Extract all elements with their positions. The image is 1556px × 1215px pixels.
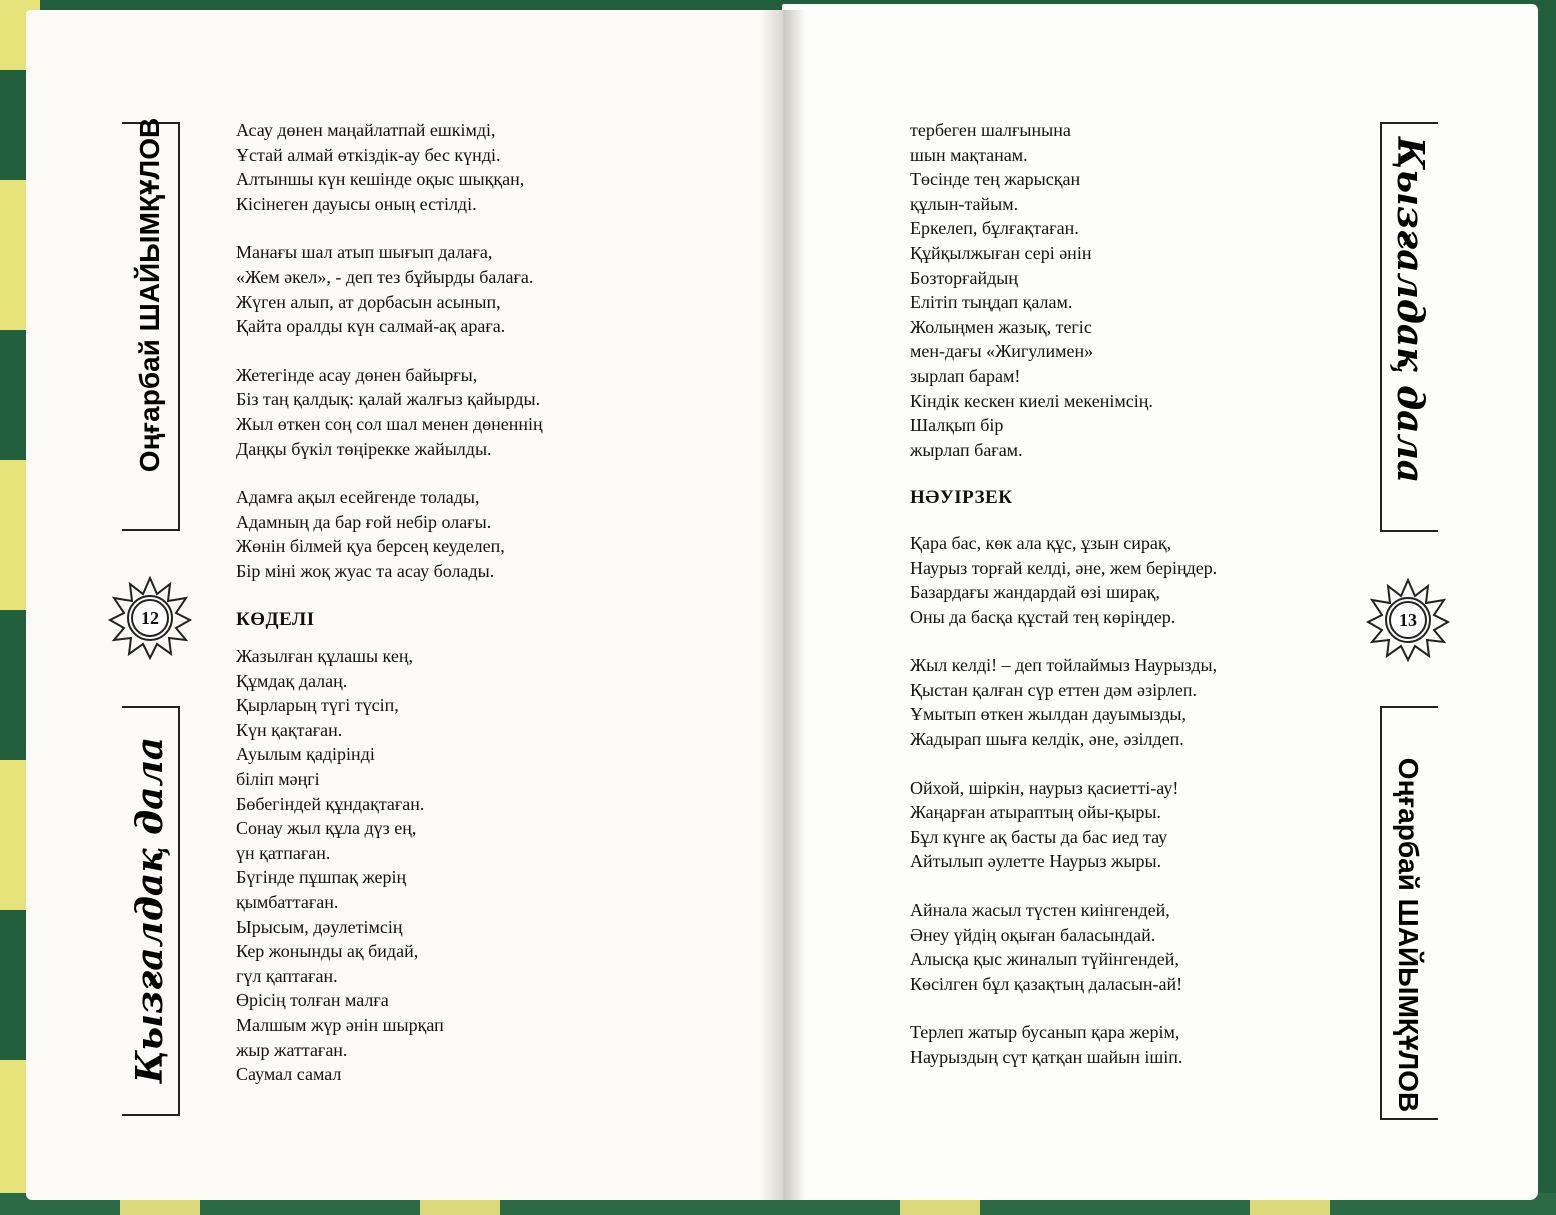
book-title-running-head: Қызғалдақ дала xyxy=(1389,136,1431,484)
poem-line: Айтылып әулеттe Наурыз жыры. xyxy=(910,851,1162,872)
poem-line: Ұмытып өткен жылдан дауымызды, xyxy=(910,704,1187,725)
poem-line: Күн қақтаған. xyxy=(236,719,343,740)
poem-line: Қайта оралды күн салмай-ақ араға. xyxy=(236,316,506,337)
poem-line: Еркелеп, бұлғақтаған. xyxy=(910,218,1079,239)
poem-line: Жөнін білмей қуа берсең кеуделеп, xyxy=(236,536,505,557)
poem-title: КӨДЕЛІ xyxy=(236,608,315,630)
poem-line: Жадырап шыға келдік, әне, әзілдеп. xyxy=(910,729,1184,750)
poem-line: Кісінеген дауысы оның естілді. xyxy=(236,193,477,214)
book-title-running-head: Қызғалдақ дала xyxy=(129,736,171,1084)
poem-line: Қара бас, көк ала құс, ұзын сирақ, xyxy=(910,532,1172,553)
poem-line: тербеген шалғынына xyxy=(910,120,1071,140)
poem-line: Наурыздың сүт қатқан шайын ішіп. xyxy=(910,1047,1183,1067)
page-number: 13 xyxy=(1399,610,1417,630)
poem-line: біліп мәңгі xyxy=(236,769,320,790)
author-running-head: Оңғарбай ШАЙЫМҚҰЛОВ xyxy=(134,117,165,473)
poem-line: Жүген алып, ат дорбасын асынып, xyxy=(236,291,501,312)
poem-line: шын мақтанам. xyxy=(910,144,1028,165)
author-running-head: Оңғарбай ШАЙЫМҚҰЛОВ xyxy=(1393,757,1424,1113)
poem-line: «Жем әкел», - деп тез бұйырды балаға. xyxy=(236,266,534,287)
page-number: 12 xyxy=(141,608,159,628)
poem-line: Жаңарған атыраптың ойы-қыры. xyxy=(910,802,1161,823)
poem-line: Жыл өткен соң сол шал менен дөненнің xyxy=(236,413,543,434)
poem-line: Ауылым қадірінді xyxy=(236,744,375,765)
poem-line: Жазылған құлашы кең, xyxy=(236,646,413,667)
poem-line: Әнеу үйдің оқыған баласындай. xyxy=(910,924,1156,945)
poem-line: Қырларың түгі түсіп, xyxy=(236,695,399,716)
poem-line: жырлап бағам. xyxy=(910,439,1023,460)
poem-line: Саумал самал xyxy=(236,1064,342,1085)
poem-line: Терлеп жатыр бусанып қара жерім, xyxy=(910,1022,1180,1043)
poem-line: Адамның да бар ғой небір олағы. xyxy=(236,511,492,532)
poem-line: гүл қаптаған. xyxy=(236,965,338,986)
poem-line: Елітіп тыңдап қалам. xyxy=(910,292,1073,313)
poem-line: Асау дөнен маңайлатпай ешкімді, xyxy=(236,120,496,140)
poem-line: Жолыңмен жазық, тегіс xyxy=(910,316,1092,337)
page-number-badge-right xyxy=(1366,578,1450,662)
poem-line: Айнала жасыл түстен киінгендей, xyxy=(910,900,1170,921)
left-poem-block xyxy=(236,118,543,1087)
poem-line: Жетегінде асау дөнен байырғы, xyxy=(236,364,478,385)
poem-line: Адамға ақыл есейгенде толады, xyxy=(236,487,480,508)
poem-line: Ұстай алмай өткіздік-ау бес күнді. xyxy=(236,144,501,165)
poem-line: Төсінде тең жарысқан xyxy=(910,169,1081,190)
poem-line: Біз таң қалдық: қалай жалғыз қайырды. xyxy=(236,389,541,410)
poem-line: Базардағы жандардай өзі ширақ, xyxy=(910,582,1160,603)
poem-line: Құйқылжыған сері әнін xyxy=(910,242,1092,263)
poem-line: Қыстан қалған сүр еттен дәм әзірлеп. xyxy=(910,679,1198,700)
poem-line: Өрісің толған малға xyxy=(236,990,389,1011)
poem-line: мен-дағы «Жигулимен» xyxy=(910,341,1094,362)
poem-line: қымбаттаған. xyxy=(236,892,339,913)
poem-line: Малшым жүр әнін шырқап xyxy=(236,1015,444,1035)
poem-line: Жыл келді! – деп тойлаймыз Наурызды, xyxy=(910,655,1218,676)
poem-line: Оны да басқа құстай тең көріңдер. xyxy=(910,606,1176,627)
poem-line: жыр жаттаған. xyxy=(236,1039,348,1060)
right-poem-block xyxy=(910,118,1217,1070)
poem-line: құлын-тайым. xyxy=(910,193,1019,214)
poem-line: Бүгінде пұшпақ жерің xyxy=(236,867,407,888)
poem-line: Кіндік кескен киелі мекенімсің. xyxy=(910,390,1153,411)
poem-line: Кер жонынды ақ бидай, xyxy=(236,941,419,962)
poem-title: НӘУІРЗЕК xyxy=(910,487,1013,509)
poem-line: Наурыз торғай келді, әне, жем беріңдер. xyxy=(910,557,1218,578)
page-number-badge-left xyxy=(108,576,192,660)
poem-line: Даңқы бүкіл төңірекке жайылды. xyxy=(236,438,492,459)
poem-line: Сонау жыл құла дүз ең, xyxy=(236,818,417,839)
poem-line: Бұл күнге ақ басты да бас иед тау xyxy=(910,826,1168,847)
poem-line: Ойхой, шіркін, наурыз қасиетті-ау! xyxy=(910,777,1179,798)
poem-line: Бөбегіндей құндақтаған. xyxy=(236,793,425,814)
poem-line: Манағы шал атып шығып далаға, xyxy=(236,242,493,263)
poem-line: үн қатпаған. xyxy=(236,842,331,863)
book-gutter xyxy=(760,10,806,1200)
poem-line: Алысқа қыс жиналып түйінгендей, xyxy=(910,949,1179,970)
poem-line: Алтыншы күн кешінде оқыс шыққан, xyxy=(236,169,525,190)
poem-line: зырлап барам! xyxy=(910,365,1021,386)
poem-line: Көсілген бұл қазақтың даласын-ай! xyxy=(910,973,1183,994)
poem-line: Бозторғайдың xyxy=(910,267,1018,288)
poem-line: Ырысым, дәулетімсің xyxy=(236,916,403,937)
poem-line: Бір міні жоқ жуас та асау болады. xyxy=(236,560,495,581)
poem-line: Құмдақ далаң. xyxy=(236,670,348,691)
poem-line: Шалқып бір xyxy=(910,415,1004,436)
